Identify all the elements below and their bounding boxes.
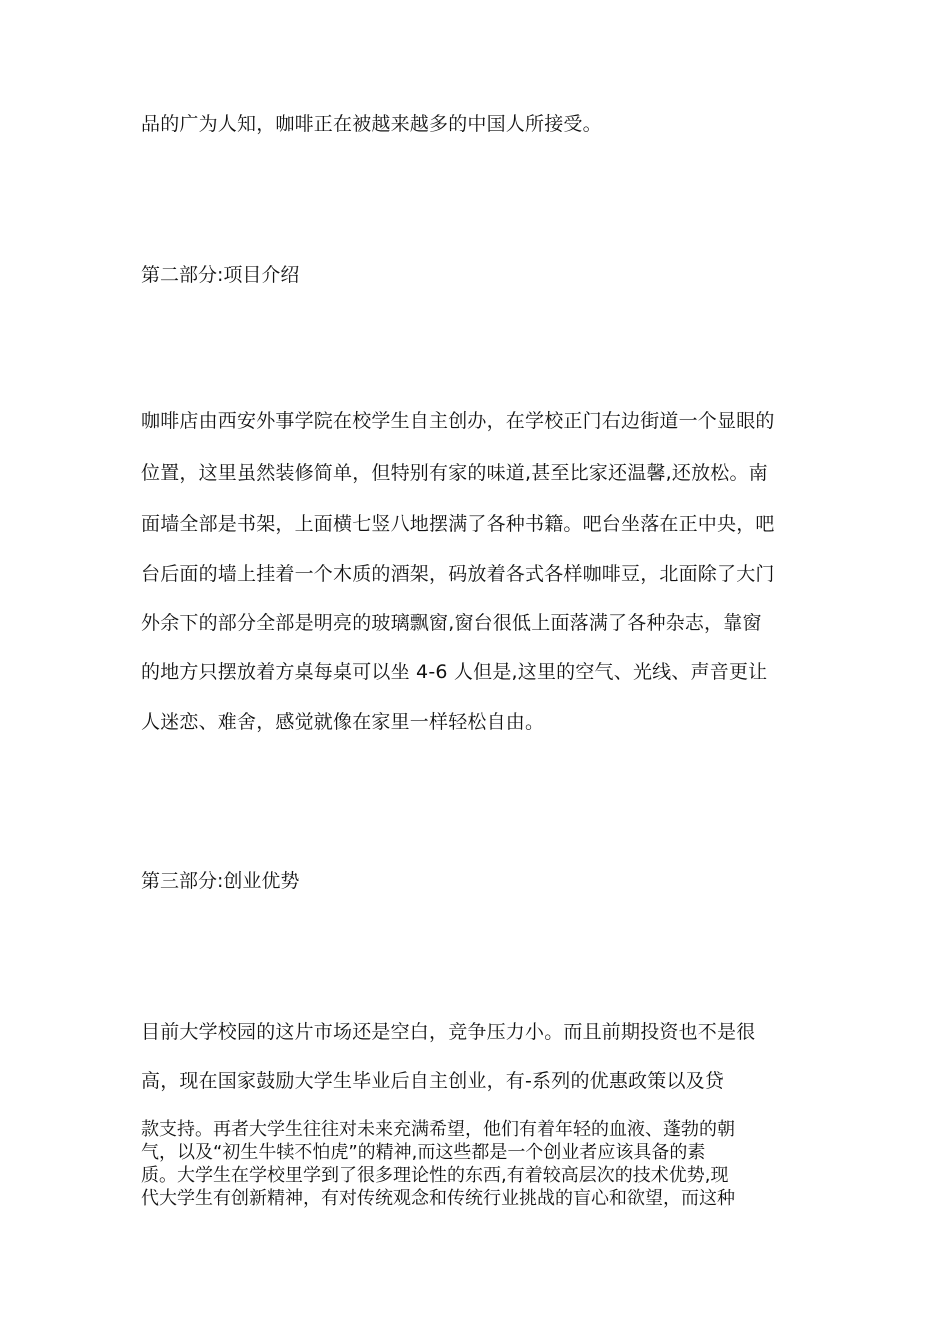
section-2-line-1: 咖啡店由西安外事学院在校学生自主创办，在学校正门右边街道一个显眼的 (141, 410, 775, 432)
section-2-line-4: 台后面的墙上挂着一个木质的酒架，码放着各式各样咖啡豆，北面除了大门 (141, 563, 775, 585)
section-3-line-5: 质。大学生在学校里学到了很多理论性的东西,有着较高层次的技术优势,现 (141, 1165, 729, 1186)
section-3-line-6: 代大学生有创新精神，有对传统观念和传统行业挑战的盲心和欲望，而这种 (141, 1188, 735, 1209)
section-2-line-2: 位置，这里虽然装修简单，但特别有家的味道,甚至比家还温馨,还放松。南 (141, 462, 768, 484)
section-2-line-5: 外余下的部分全部是明亮的玻璃飘窗,窗台很低上面落满了各种杂志，靠窗 (141, 612, 762, 634)
section-3-line-3: 款支持。再者大学生往往对未来充满希望，他们有着年轻的血液、蓬勃的朝 (141, 1119, 735, 1140)
section-2-line-7: 人迷恋、难舍，感觉就像在家里一样轻松自由。 (141, 711, 545, 733)
intro-paragraph-tail: 品的广为人知，咖啡正在被越来越多的中国人所接受。 (141, 113, 602, 135)
section-3-heading: 第三部分:创业优势 (141, 870, 300, 892)
section-2-heading: 第二部分:项目介绍 (141, 264, 300, 286)
section-3-line-2: 高，现在国家鼓励大学生毕业后自主创业，有-系列的优惠政策以及贷 (141, 1070, 725, 1092)
section-2-line-3: 面墙全部是书架，上面横七竖八地摆满了各种书籍。吧台坐落在正中央，吧 (141, 513, 775, 535)
section-3-line-1: 目前大学校园的这片市场还是空白，竞争压力小。而且前期投资也不是很 (141, 1021, 756, 1043)
section-3-line-4: 气，以及“初生牛犊不怕虎”的精神,而这些都是一个创业者应该具备的素 (141, 1142, 706, 1163)
section-2-line-6: 的地方只摆放着方桌每桌可以坐 4-6 人但是,这里的空气、光线、声音更让 (141, 661, 768, 683)
